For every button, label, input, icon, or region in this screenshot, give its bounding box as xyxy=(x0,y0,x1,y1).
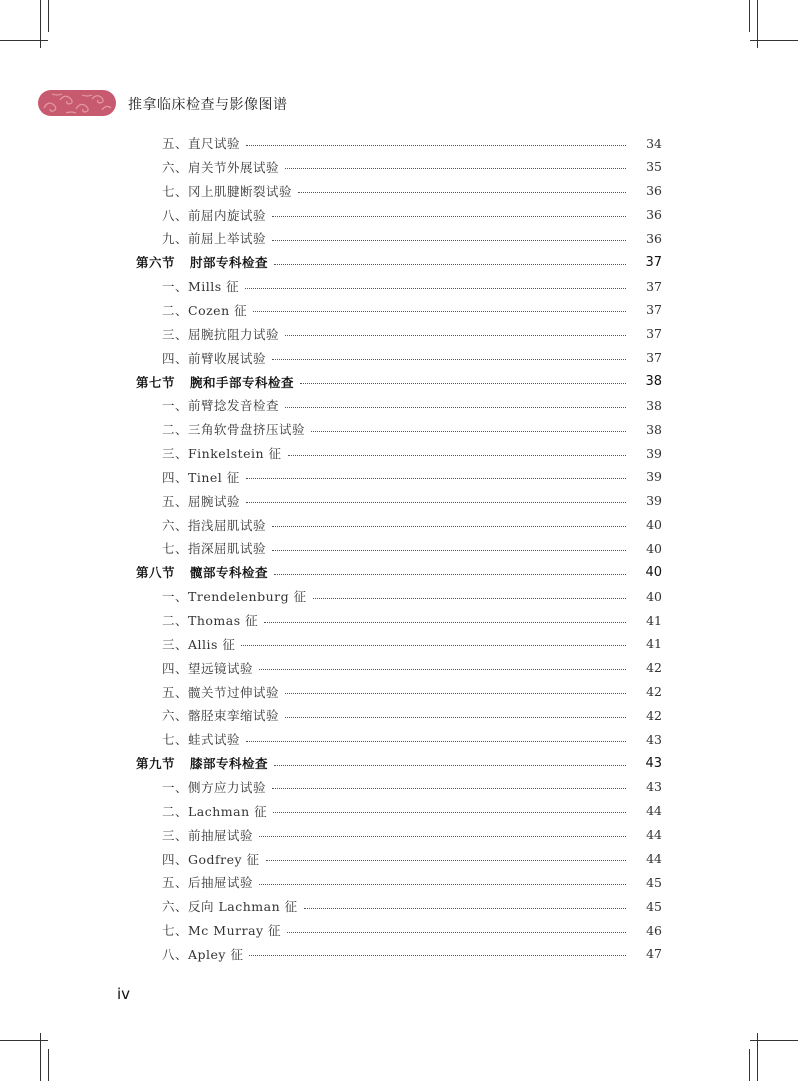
toc-section-row[interactable] xyxy=(0,751,662,775)
toc-item-label: 九、前屈上举试验 xyxy=(162,231,267,247)
toc-page-number: 39 xyxy=(646,445,662,461)
toc-leader-dots xyxy=(246,502,626,503)
toc-section-label: 肘部专科检查 xyxy=(190,255,269,271)
toc-item-row[interactable] xyxy=(0,870,662,894)
toc-item-label: 六、反向 Lachman 征 xyxy=(162,899,298,915)
toc-leader-dots xyxy=(259,669,626,670)
toc-item-label: 一、Mills 征 xyxy=(162,279,240,295)
toc-section-row[interactable] xyxy=(0,370,662,394)
toc-page-number: 44 xyxy=(646,803,662,819)
toc-item-label: 五、屈腕试验 xyxy=(162,493,241,509)
toc-item-row[interactable] xyxy=(0,799,662,823)
toc-item-row[interactable] xyxy=(0,226,662,250)
toc-page-number: 47 xyxy=(646,946,662,962)
toc-item-row[interactable] xyxy=(0,441,662,465)
toc-leader-dots xyxy=(298,192,626,193)
toc-page-number: 41 xyxy=(646,612,662,628)
toc-item-row[interactable] xyxy=(0,489,662,513)
toc-item-label: 七、蛙式试验 xyxy=(162,732,241,748)
toc-leader-dots xyxy=(253,311,626,312)
toc-item-label: 一、侧方应力试验 xyxy=(162,779,267,795)
toc-leader-dots xyxy=(259,884,626,885)
toc-item-label: 八、Apley 征 xyxy=(162,946,244,962)
toc-leader-dots xyxy=(272,526,626,527)
toc-page-number: 36 xyxy=(646,207,662,223)
toc-page-number: 44 xyxy=(646,851,662,866)
toc-page-number: 39 xyxy=(646,469,662,485)
toc-item-label: 八、前屈内旋试验 xyxy=(162,207,267,223)
toc-section-label: 膝部专科检查 xyxy=(190,756,269,772)
toc-page-number: 36 xyxy=(646,183,662,199)
toc-leader-dots xyxy=(272,240,626,241)
toc-item-label: 五、髋关节过伸试验 xyxy=(162,684,280,700)
toc-section-title xyxy=(136,563,268,581)
toc-item-row[interactable] xyxy=(0,894,662,918)
toc-leader-dots xyxy=(304,908,626,909)
toc-leader-dots xyxy=(313,598,626,599)
toc-item-row[interactable] xyxy=(0,393,662,417)
toc-item-row[interactable] xyxy=(0,155,662,179)
toc-item-row[interactable] xyxy=(0,942,662,966)
toc-item-row[interactable] xyxy=(0,513,662,537)
toc-page-number: 34 xyxy=(646,135,662,151)
toc-item-label: 三、Finkelstein 征 xyxy=(162,446,282,462)
toc-leader-dots xyxy=(274,574,626,575)
toc-item-label: 二、Thomas 征 xyxy=(162,613,259,628)
toc-page-number: 42 xyxy=(646,660,662,676)
toc-page-number: 39 xyxy=(646,493,662,509)
toc-page-number: 35 xyxy=(646,159,662,175)
toc-page-number: 38 xyxy=(646,397,662,413)
toc-leader-dots xyxy=(272,550,626,551)
toc-item-row[interactable] xyxy=(0,918,662,942)
toc-leader-dots xyxy=(311,431,626,432)
toc-leader-dots xyxy=(285,168,626,169)
toc-item-label: 四、前臂收展试验 xyxy=(162,350,267,366)
toc-item-label: 五、后抽屉试验 xyxy=(162,875,254,891)
toc-section-number: 第六节 xyxy=(136,255,176,271)
toc-item-row[interactable] xyxy=(0,584,662,608)
toc-leader-dots xyxy=(245,288,626,289)
toc-item-label: 四、Tinel 征 xyxy=(162,469,240,485)
header-ornament xyxy=(38,90,116,116)
toc-item-label: 五、直尺试验 xyxy=(162,136,241,151)
toc-item-label: 一、前臂捻发音检查 xyxy=(162,398,280,414)
toc-item-label: 二、Lachman 征 xyxy=(162,803,268,819)
toc-page-number: 38 xyxy=(646,421,662,437)
toc-section-row[interactable] xyxy=(0,560,662,584)
toc-item-label: 六、髂胫束挛缩试验 xyxy=(162,708,280,724)
toc-leader-dots xyxy=(264,622,626,623)
toc-leader-dots xyxy=(300,383,626,384)
toc-section-number: 第八节 xyxy=(136,565,176,581)
toc-page-number: 37 xyxy=(646,350,662,366)
cloud-pattern-icon xyxy=(38,90,116,116)
toc-section-number: 第九节 xyxy=(136,756,176,772)
toc-leader-dots xyxy=(285,335,626,336)
toc-page-number: 37 xyxy=(646,302,662,318)
toc-section-label: 腕和手部专科检查 xyxy=(190,374,295,390)
toc-page-number: 43 xyxy=(646,779,662,795)
toc-leader-dots xyxy=(259,836,626,837)
toc-item-label: 一、Trendelenburg 征 xyxy=(162,589,307,605)
toc-item-row[interactable] xyxy=(0,131,662,155)
toc-item-row[interactable] xyxy=(0,727,662,751)
toc-leader-dots xyxy=(246,145,626,146)
toc-page-number: 41 xyxy=(646,636,662,652)
toc-leader-dots xyxy=(285,693,626,694)
toc-page-number: 45 xyxy=(646,898,662,914)
toc-item-row[interactable] xyxy=(0,536,662,560)
toc-item-label: 三、屈腕抗阻力试验 xyxy=(162,326,280,342)
running-header-title: 推拿临床检查与影像图谱 xyxy=(128,97,288,113)
toc-page-number: 43 xyxy=(645,755,662,771)
toc-item-row[interactable] xyxy=(0,346,662,370)
toc-item-row[interactable] xyxy=(0,680,662,704)
toc-item-row[interactable] xyxy=(0,179,662,203)
toc-page-number: 40 xyxy=(645,564,662,580)
toc-section-title xyxy=(136,754,268,772)
toc-item-label: 七、指深屈肌试验 xyxy=(162,541,267,557)
toc-page-number: 45 xyxy=(646,874,662,890)
toc-leader-dots xyxy=(272,788,626,789)
toc-leader-dots xyxy=(246,741,626,742)
toc-leader-dots xyxy=(288,455,626,456)
toc-section-row[interactable] xyxy=(0,250,662,274)
toc-page-number: 43 xyxy=(646,731,662,747)
toc-section-title xyxy=(136,373,294,391)
toc-leader-dots xyxy=(287,932,626,933)
toc-item-row[interactable] xyxy=(0,703,662,727)
toc-page-number: 40 xyxy=(646,517,662,533)
toc-item-row[interactable] xyxy=(0,417,662,441)
toc-item-row[interactable] xyxy=(0,847,662,871)
toc-leader-dots xyxy=(274,765,626,766)
toc-item-label: 三、前抽屉试验 xyxy=(162,827,254,843)
toc-leader-dots xyxy=(249,955,626,956)
page-number: iv xyxy=(117,985,131,1003)
toc-item-label: 六、指浅屈肌试验 xyxy=(162,517,267,533)
toc-item-row[interactable] xyxy=(0,608,662,632)
toc-page-number: 42 xyxy=(646,707,662,723)
toc-item-label: 六、肩关节外展试验 xyxy=(162,159,280,175)
toc-section-number: 第七节 xyxy=(136,374,176,390)
toc-item-row[interactable] xyxy=(0,632,662,656)
toc-leader-dots xyxy=(241,645,626,646)
toc-item-label: 二、三角软骨盘挤压试验 xyxy=(162,422,306,438)
toc-leader-dots xyxy=(266,860,626,861)
toc-item-row[interactable] xyxy=(0,656,662,680)
toc-page-number: 37 xyxy=(645,254,662,270)
toc-item-label: 七、冈上肌腱断裂试验 xyxy=(162,183,293,199)
toc-page-number: 38 xyxy=(645,374,662,389)
toc-page-number: 40 xyxy=(646,540,662,556)
toc-page-number: 44 xyxy=(646,827,662,843)
toc-item-row[interactable] xyxy=(0,465,662,489)
toc-item-label: 七、Mc Murray 征 xyxy=(162,923,282,939)
toc-page-number: 37 xyxy=(646,326,662,342)
toc-section-title xyxy=(136,253,268,271)
toc-item-row[interactable] xyxy=(0,203,662,227)
toc-leader-dots xyxy=(246,478,626,479)
toc-leader-dots xyxy=(285,407,626,408)
toc-item-row[interactable] xyxy=(0,823,662,847)
toc-leader-dots xyxy=(273,812,626,813)
toc-item-row[interactable] xyxy=(0,322,662,346)
toc-leader-dots xyxy=(285,717,626,718)
toc-leader-dots xyxy=(274,264,626,265)
toc-page-number: 36 xyxy=(646,230,662,246)
toc-leader-dots xyxy=(272,216,626,217)
toc-page-number: 37 xyxy=(646,278,662,294)
toc-item-row[interactable] xyxy=(0,274,662,298)
toc-section-label: 髋部专科检查 xyxy=(190,565,269,581)
toc-item-row[interactable] xyxy=(0,298,662,322)
toc-item-label: 四、Godfrey 征 xyxy=(162,851,260,867)
toc-page-number: 46 xyxy=(646,922,662,938)
toc-page-number: 40 xyxy=(646,588,662,604)
toc-leader-dots xyxy=(272,359,626,360)
toc-item-label: 四、望远镜试验 xyxy=(162,660,254,676)
toc-item-label: 三、Allis 征 xyxy=(162,636,236,652)
toc-item-label: 二、Cozen 征 xyxy=(162,302,248,318)
toc-page-number: 42 xyxy=(646,684,662,700)
toc-item-row[interactable] xyxy=(0,775,662,799)
